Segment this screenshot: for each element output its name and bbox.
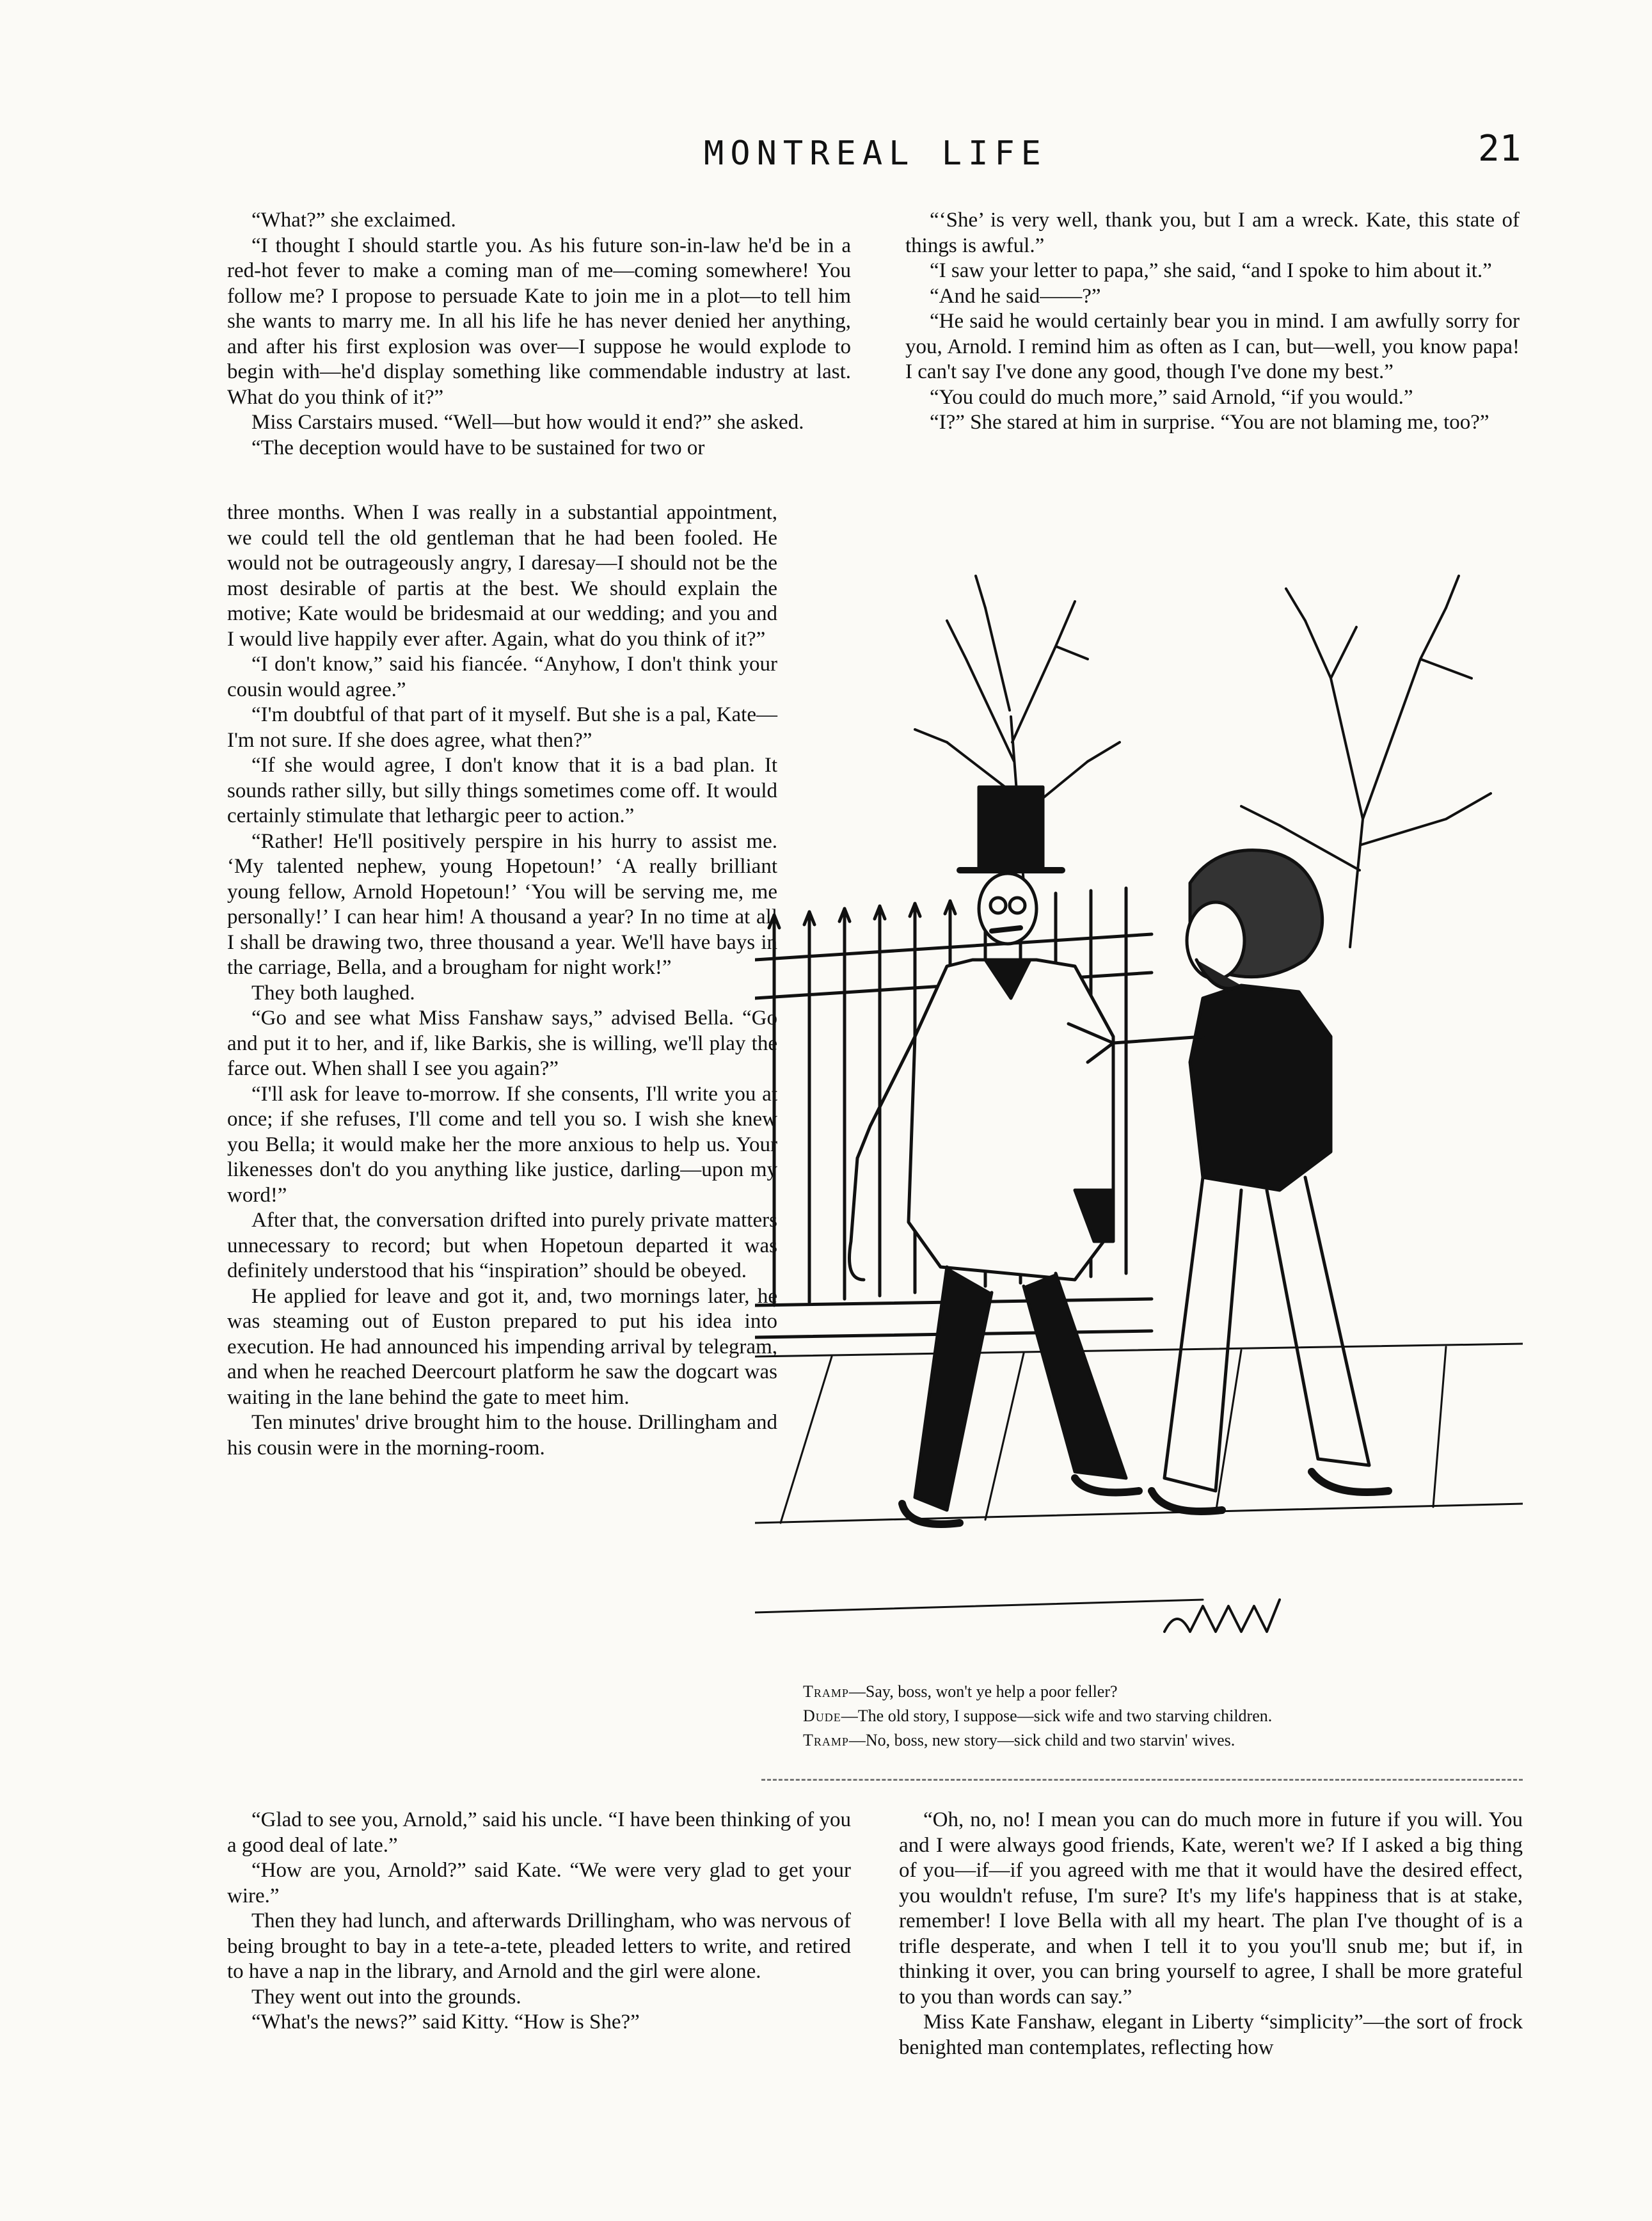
paragraph: “I'm doubtful of that part of it myself. But she is a pal, Kate—I'm not sure. If she does agree, what then?”: [227, 703, 777, 752]
caption-speaker: Dude: [803, 1707, 841, 1725]
paragraph: “Oh, no, no! I mean you can do much more in future if you will. You and I were always good friends, Kate, weren't we? If I asked a big thing of you—if—if you agreed with me that it would have the desired effect, you wouldn't refuse, I'm sure? It's my life's happiness that is at stake, remember! I love Bella with all my heart. The plan I've thought of is a trifle desperate, and when I tell it to you you'll snub me; but if, in thinking it over, you can bring yourself to agree, I shall be more grateful to you than words can say.”: [899, 1808, 1523, 2009]
caption-line: [803, 1704, 1520, 1728]
caption-speaker: Tramp: [803, 1731, 849, 1749]
paragraph: “What's the news?” said Kitty. “How is She?”: [251, 2010, 640, 2034]
paragraph: “Go and see what Miss Fanshaw says,” advised Bella. “Go and put it to her, and if, like Barkis, she is willing, we'll play the farce out. When shall I see you again?”: [227, 1007, 777, 1080]
paragraph: Miss Carstairs mused. “Well—but how would it end?” she asked.: [251, 411, 804, 434]
paragraph: “Rather! He'll positively perspire in his hurry to assist me. ‘My talented nephew, young Hopetoun!’ ‘A really brilliant young fellow, Arnold Hopetoun!’ ‘You will be serving me, me personally!’ I can hear him! A thousand a year? In no time at all I shall be drawing two, three thousand a year. We'll have bays in the carriage, Bella, and a brougham for night work!”: [227, 829, 777, 979]
cartoon-illustration: [755, 550, 1523, 1696]
caption-text: —The old story, I suppose—sick wife and two starving children.: [841, 1707, 1273, 1725]
paragraph: “What?” she exclaimed.: [251, 209, 456, 232]
paragraph: “He said he would certainly bear you in mind. I am awfully sorry for you, Arnold. I remind him as often as I can, but—well, you know papa! I can't say I've done any good, though I've done my best.”: [905, 310, 1520, 383]
illustration-caption: [803, 1680, 1520, 1753]
caption-speaker: Tramp: [803, 1682, 849, 1701]
paragraph: “I saw your letter to papa,” she said, “and I spoke to him about it.”: [930, 259, 1492, 282]
paragraph: “The deception would have to be sustained for two or: [251, 436, 705, 459]
paragraph: He applied for leave and got it, and, two mornings later, he was steaming out of Euston prepared to put his idea into execution. He had announced his impending arrival by telegram, and when he reached Deercourt platform he saw the dogcart was waiting in the lane behind the gate to meet him.: [227, 1284, 777, 1409]
paragraph: “‘She’ is very well, thank you, but I am a wreck. Kate, this state of things is awful.”: [905, 209, 1520, 257]
paragraph: “You could do much more,” said Arnold, “if you would.”: [930, 385, 1413, 409]
paragraph: “I?” She stared at him in surprise. “You are not blaming me, too?”: [930, 411, 1489, 434]
page-header-title: MONTREAL LIFE: [704, 134, 1047, 173]
paragraph: They went out into the grounds.: [251, 1985, 521, 2009]
right-column-top: [905, 208, 1520, 436]
artist-signature-scribble: [1164, 1600, 1280, 1632]
page-number: 21: [1478, 128, 1521, 170]
left-column-bottom: [227, 1808, 851, 2035]
left-column-wrap: [227, 500, 777, 1461]
caption-divider: [761, 1779, 1523, 1781]
caption-text: —No, boss, new story—sick child and two starvin' wives.: [848, 1731, 1235, 1749]
right-column-bottom: [899, 1808, 1523, 2060]
caption-text: —Say, boss, won't ye help a poor feller?: [848, 1682, 1118, 1701]
paragraph: Then they had lunch, and afterwards Drillingham, who was nervous of being brought to bay in a tete-a-tete, pleaded letters to write, and retired to have a nap in the library, and Arnold and the girl were alone.: [227, 1909, 851, 1983]
paragraph: “I don't know,” said his fiancée. “Anyhow, I don't think your cousin would agree.”: [227, 653, 777, 701]
paragraph: After that, the conversation drifted into purely private matters unnecessary to record; but when Hopetoun departed it was definitely understood that his “inspiration” should be obeyed.: [227, 1209, 777, 1282]
paragraph: Ten minutes' drive brought him to the house. Drillingham and his cousin were in the morning-room.: [227, 1411, 777, 1460]
paragraph: “If she would agree, I don't know that it is a bad plan. It sounds rather silly, but silly things sometimes come off. It would certainly stimulate that lethargic peer to action.”: [227, 754, 777, 827]
dude-figure: [850, 787, 1140, 1524]
paragraph: “I'll ask for leave to-morrow. If she consents, I'll write you at once; if she refuses, I'll come and tell you so. I wish she knew you Bella; it would make her the more anxious to help us. Your likenesses don't do you anything like justice, darling—upon my word!”: [227, 1082, 777, 1207]
paragraph: three months. When I was really in a substantial appointment, we could tell the old gentleman that he had been fooled. He would not be outrageously angry, I daresay—I should not be the most desirable of partis at the best. We should explain the motive; Kate would be bridesmaid at our wedding; and you and I would live happily ever after. Again, what do you think of it?”: [227, 501, 777, 651]
left-column-top: [227, 208, 851, 461]
sidewalk: [755, 1344, 1523, 1612]
paragraph: “I thought I should startle you. As his future son-in-law he'd be in a red-hot fever to make a coming man of me—coming somewhere! You follow me? I propose to persuade Kate to join me in a plot—to tell him she wants to marry me. In all his life he has never denied her anything, and after his first explosion was over—I suppose he would explode to begin with—he'd display something like commendable industry at last. What do you think of it?”: [227, 234, 851, 409]
paragraph: “And he said——?”: [930, 284, 1101, 308]
tramp-figure: [1068, 850, 1388, 1511]
caption-line: [803, 1728, 1520, 1753]
paragraph: They both laughed.: [251, 981, 415, 1005]
paragraph: Miss Kate Fanshaw, elegant in Liberty “simplicity”—the sort of frock benighted man contemplates, reflecting how: [899, 2010, 1523, 2059]
paragraph: “How are you, Arnold?” said Kate. “We were very glad to get your wire.”: [227, 1859, 851, 1907]
caption-line: [803, 1680, 1520, 1704]
paragraph: “Glad to see you, Arnold,” said his uncle. “I have been thinking of you a good deal of late.”: [227, 1808, 851, 1857]
